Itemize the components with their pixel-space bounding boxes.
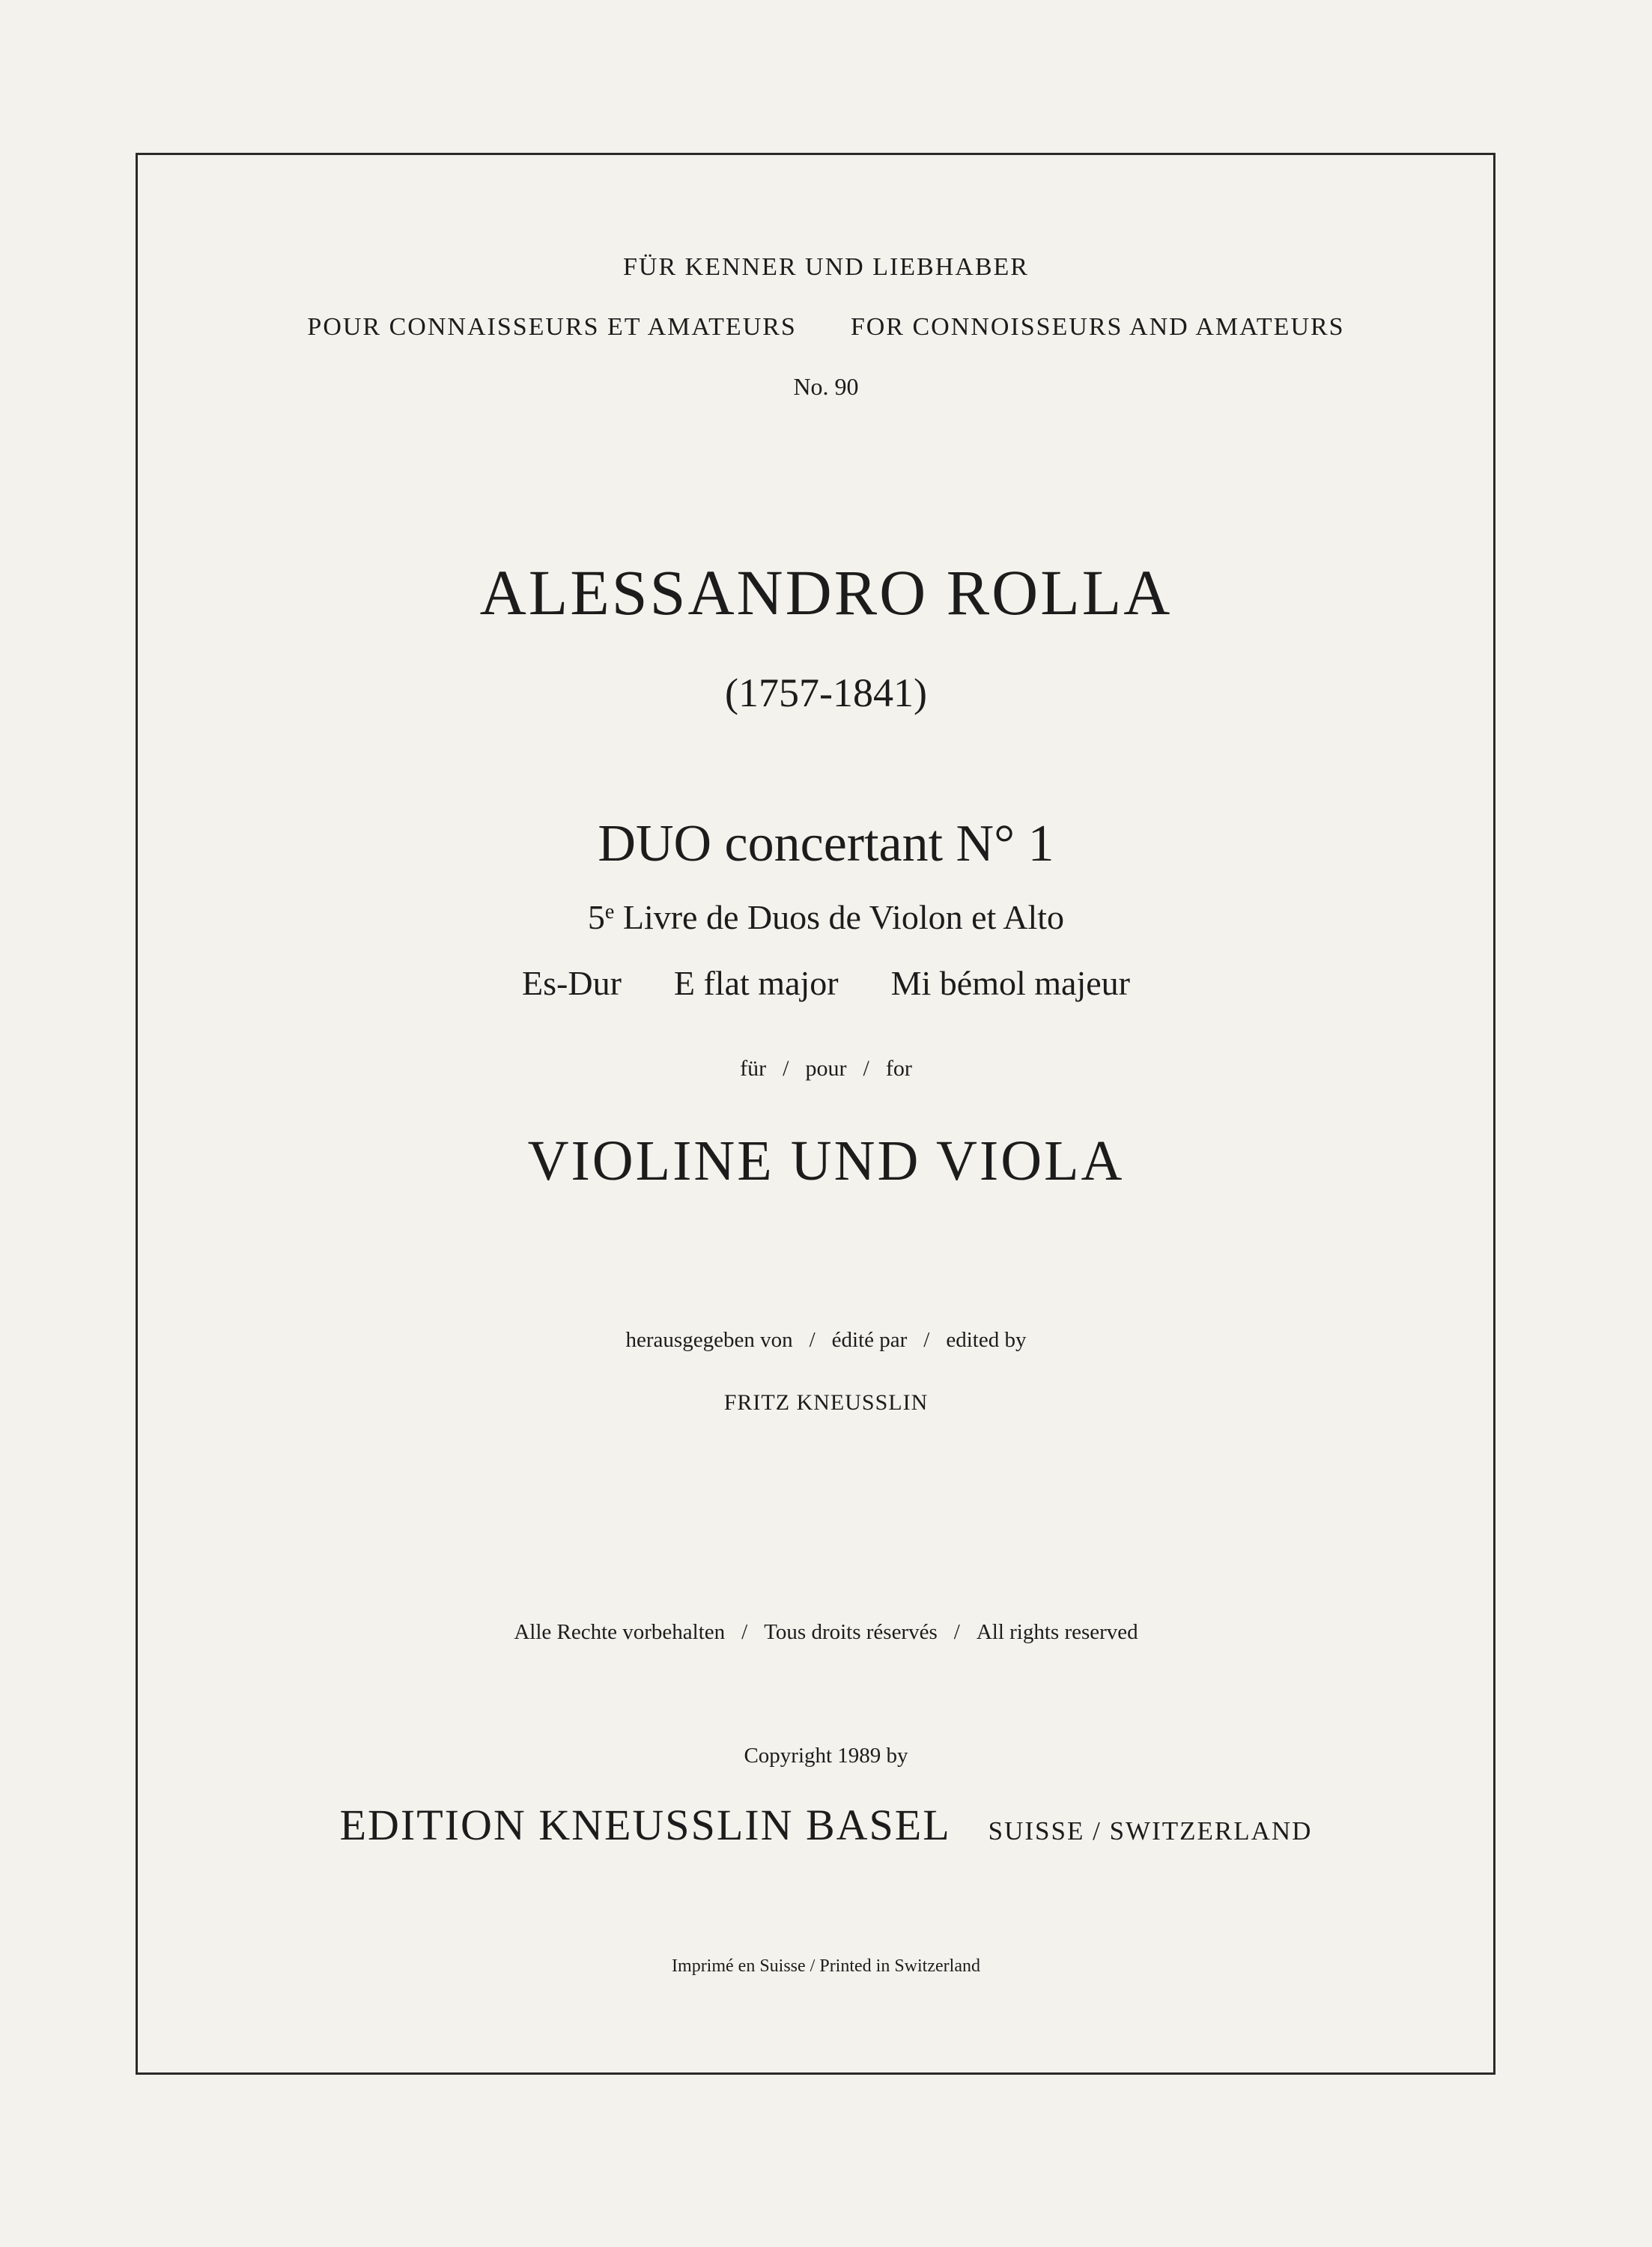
for-french: pour <box>805 1056 847 1081</box>
publisher-country: SUISSE / SWITZERLAND <box>988 1816 1313 1846</box>
for-row <box>0 1058 1652 1080</box>
separator: / <box>741 1620 748 1644</box>
title-page-border <box>136 153 1495 2075</box>
separator: / <box>809 1328 816 1352</box>
instrumentation: VIOLINE UND VIOLA <box>527 1129 1125 1192</box>
series-title-english: FOR CONNOISSEURS AND AMATEURS <box>850 313 1345 341</box>
work-subtitle <box>0 900 1652 935</box>
series-title-french: POUR CONNAISSEURS ET AMATEURS <box>307 313 797 341</box>
for-english: for <box>885 1056 912 1081</box>
rights-french: Tous droits réservés <box>764 1620 938 1644</box>
work-subtitle-number: 5 <box>587 898 605 936</box>
key-row <box>0 966 1652 1001</box>
copyright-notice: Copyright 1989 by <box>744 1744 908 1768</box>
edited-by-row <box>0 1329 1652 1351</box>
work-title: DUO concertant N° 1 <box>598 815 1054 873</box>
key-english: E flat major <box>673 964 839 1002</box>
key-german: Es-Dur <box>522 964 622 1002</box>
composer-dates: (1757-1841) <box>725 670 927 715</box>
separator: / <box>923 1328 930 1352</box>
edited-by-french: édité par <box>831 1328 908 1352</box>
rights-german: Alle Rechte vorbehalten <box>514 1620 726 1644</box>
composer-name: ALESSANDRO ROLLA <box>479 557 1173 628</box>
printed-notice: Imprimé en Suisse / Printed in Switzerland <box>672 1956 980 1976</box>
editor-name: FRITZ KNEUSSLIN <box>723 1390 929 1415</box>
rights-row <box>0 1622 1652 1643</box>
publisher-row <box>0 1801 1652 1849</box>
series-number: No. 90 <box>793 373 859 400</box>
edited-by-english: edited by <box>946 1328 1027 1352</box>
separator: / <box>863 1056 869 1081</box>
series-title-row <box>0 315 1652 340</box>
rights-english: All rights reserved <box>976 1620 1138 1644</box>
edited-by-german: herausgegeben von <box>625 1328 793 1352</box>
work-subtitle-text: Livre de Duos de Violon et Alto <box>614 898 1065 936</box>
key-french: Mi bémol majeur <box>890 964 1130 1002</box>
series-title-german: FÜR KENNER UND LIEBHABER <box>623 253 1029 281</box>
for-german: für <box>740 1056 767 1081</box>
work-subtitle-superscript: e <box>604 900 615 924</box>
separator: / <box>953 1620 960 1644</box>
separator: / <box>783 1056 789 1081</box>
publisher-name: EDITION KNEUSSLIN BASEL <box>339 1801 951 1849</box>
